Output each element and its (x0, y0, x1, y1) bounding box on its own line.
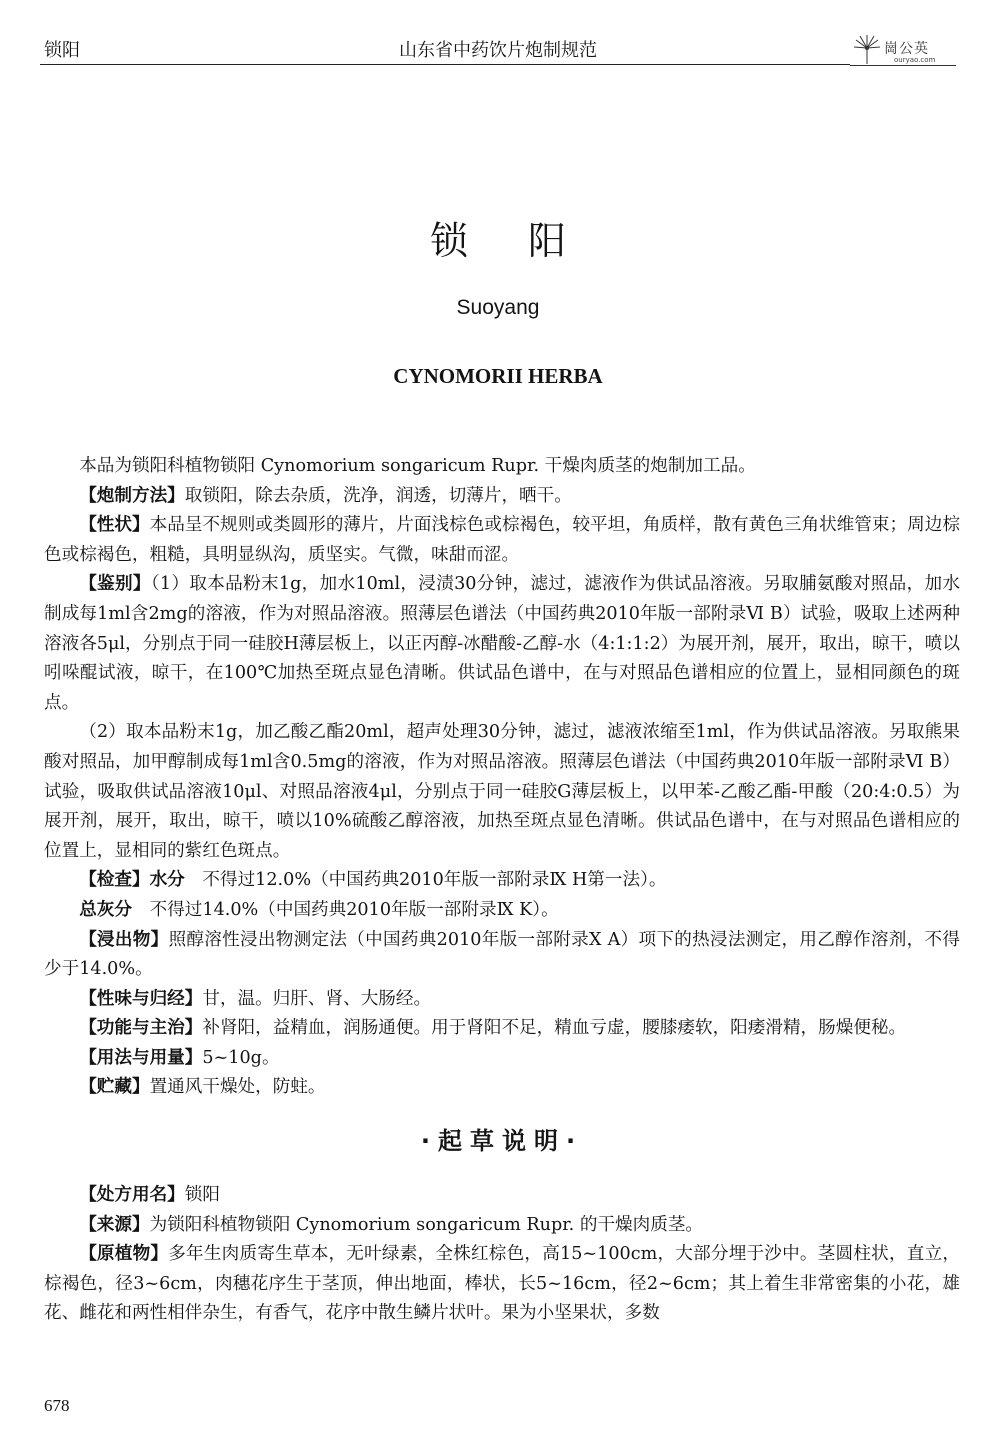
text: 置通风干燥处，防蛀。 (149, 1077, 326, 1098)
header-rule (40, 64, 850, 65)
page-title: 锁阳 (429, 219, 626, 263)
logo-url: ouryao.com (894, 56, 936, 64)
text: 补肾阳，益精血，润肠通便。用于肾阳不足，精血亏虚，腰膝痿软，阳痿滑精，肠燥便秘。 (202, 1018, 907, 1039)
prescription-name (44, 1181, 960, 1211)
header-left: 锁阳 (44, 40, 80, 61)
processing-method (44, 482, 960, 512)
intro-paragraph: 本品为锁阳科植物锁阳 Cynomorium songaricum Rupr. 干燥肉质茎的炮制加工品。 (79, 456, 756, 476)
section-heading: ·起草说明· (420, 1127, 584, 1156)
inspection-ash (44, 896, 960, 926)
text: 多年生肉质寄生草本，无叶绿素，全株红棕色，高15~100cm，大部分埋于沙中。茎圆柱状，直立，棕褐色，径3~6cm，肉穗花序生于茎顶，伸出地面，棒状，长5~16cm，径2~6cm；其上着生非常密集的小花，雄花、雌花和两性相伴杂生，有香气，花序中散生鳞片状叶。果为小坚果状，多数 (44, 1244, 960, 1324)
logo-rule (850, 65, 956, 66)
text: 不得过14.0%（中国药典2010年版一部附录Ⅸ K）。 (149, 899, 559, 920)
identification-2: （2）取本品粉末1g，加乙酸乙酯20ml，超声处理30分钟，滤过，滤液浓缩至1ml，作为供试品溶液。另取熊果酸对照品，加甲醇制成每1ml含0.5mg的溶液，作为对照品溶液。照薄层色谱法（中国药典2010年版一部附录Ⅵ B）试验，吸取供试品溶液10μl、对照品溶液4μl，分别点于同一硅胶G薄层板上，以甲苯-乙酸乙酯-甲酸（20:4:0.5）为展开剂，展开，取出，晾干，喷以10%硫酸乙醇溶液，加热至斑点显色清晰。供试品色谱中，在与对照品色谱相应的位置上，显相同的紫红色斑点。 (44, 722, 960, 861)
source (44, 1211, 960, 1241)
sublabel: 总灰分 (79, 899, 132, 920)
label: 【用法与用量】 (79, 1047, 203, 1068)
original-plant (44, 1240, 960, 1329)
logo-text: 崗公英 (884, 41, 929, 57)
label: 【原植物】 (79, 1244, 169, 1265)
label: 【性状】 (79, 515, 150, 536)
label: 【炮制方法】 (79, 485, 185, 506)
text: 为锁阳科植物锁阳 Cynomorium songaricum Rupr. 的干燥肉质茎。 (149, 1214, 704, 1235)
storage (44, 1073, 960, 1103)
identification-1 (44, 570, 960, 718)
text: 取锁阳，除去杂质，洗净，润透，切薄片，晒干。 (184, 485, 572, 506)
monograph-body (44, 452, 960, 1329)
text: 锁阳 (184, 1185, 220, 1206)
label: 【来源】 (79, 1214, 150, 1235)
header-title: 山东省中药饮片炮制规范 (399, 40, 597, 61)
text: 本品呈不规则或类圆形的薄片，片面浅棕色或棕褐色，较平坦，角质样，散有黄色三角状维管束；周边棕色或棕褐色，粗糙，具明显纵沟，质坚实。气微，味甜而涩。 (44, 515, 960, 565)
page-number: 678 (44, 1396, 70, 1415)
nature-meridian (44, 985, 960, 1015)
text: （1）取本品粉末1g，加水10ml，浸渍30分钟，滤过，滤液作为供试品溶液。另取脯氨酸对照品，加水制成每1ml含2mg的溶液，作为对照品溶液。照薄层色谱法（中国药典2010年版一部附录Ⅵ B）试验，吸取上述两种溶液各5μl，分别点于同一硅胶H薄层板上，以正丙醇-冰醋酸-乙醇-水（4:1:1:2）为展开剂，展开，取出，晾干，喷以吲哚醌试液，晾干，在100℃加热至斑点显色清晰。供试品色谱中，在与对照品色谱相应的位置上，显相同颜色的斑点。 (44, 574, 960, 713)
label: 【检查】 (79, 870, 150, 891)
label: 【功能与主治】 (79, 1018, 203, 1039)
label: 【性味与归经】 (79, 988, 203, 1009)
characteristics (44, 511, 960, 570)
site-logo (850, 34, 956, 68)
text: 照醇溶性浸出物测定法（中国药典2010年版一部附录Ⅹ A）项下的热浸法测定，用乙醇作溶剂，不得少于14.0%。 (44, 929, 960, 980)
text: 甘，温。归肝、肾、大肠经。 (202, 988, 432, 1009)
label: 【处方用名】 (79, 1185, 185, 1206)
label: 【鉴别】 (79, 574, 151, 595)
latin-title: CYNOMORII HERBA (393, 364, 603, 388)
extractives (44, 926, 960, 985)
running-header (40, 32, 956, 68)
label: 【贮藏】 (79, 1077, 150, 1098)
inspection-moisture (44, 866, 960, 896)
label: 【浸出物】 (79, 929, 169, 950)
text: 不得过12.0%（中国药典2010年版一部附录Ⅸ H第一法）。 (202, 870, 667, 891)
pinyin-title: Suoyang (456, 296, 540, 319)
functions-indications (44, 1014, 960, 1044)
sublabel: 水分 (149, 870, 185, 891)
usage-dosage (44, 1044, 960, 1074)
dandelion-icon (852, 34, 882, 64)
text: 5~10g。 (202, 1047, 280, 1068)
